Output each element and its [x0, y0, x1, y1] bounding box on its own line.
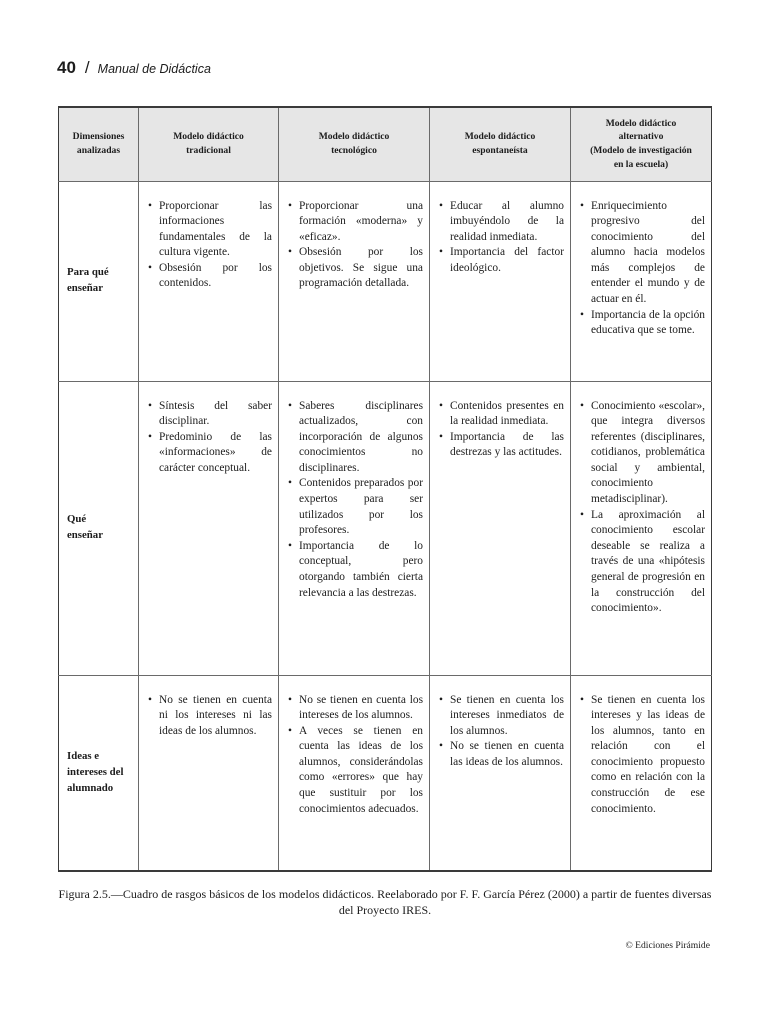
bullet-list [439, 399, 564, 461]
cell-technological [279, 675, 430, 871]
running-head [57, 58, 211, 78]
table-row-ideas-intereses [59, 675, 712, 871]
page-number: 40 [57, 58, 76, 77]
table-row-que-ensenar [59, 381, 712, 675]
table-header-row [59, 107, 712, 181]
bullet-list [288, 199, 423, 293]
list-item: • Obsesión por los objetivos. Se sigue una programación detallada. [288, 245, 423, 292]
list-item: • Enriquecimiento progresivo del conocimiento del alumno hacia modelos más complejos de entender el mundo y de actuar en él. [580, 199, 705, 308]
bullet-list [148, 693, 272, 740]
column-header-alternative: Modelo didáctico alternativo (Modelo de investigación en la escuela) [571, 107, 712, 181]
bullet-list [288, 399, 423, 602]
list-item: • Importancia de las destrezas y las actitudes. [439, 430, 564, 461]
list-item: • Se tienen en cuenta los intereses y las ideas de los alumnos, tanto en relación con el conocimiento propuesto como en relación con la construcción de ese conocimiento. [580, 693, 705, 818]
table-row-para-que-ensenar [59, 181, 712, 381]
copyright-notice: © Ediciones Pirámide [625, 940, 710, 951]
cell-spontaneist [430, 675, 571, 871]
column-header-spontaneist: Modelo didáctico espontaneísta [430, 107, 571, 181]
list-item: • Proporcionar una formación «moderna» y «eficaz». [288, 199, 423, 246]
header-separator: / [84, 58, 90, 77]
bullet-list [288, 693, 423, 818]
cell-alternative [571, 181, 712, 381]
didactic-models-table [58, 106, 712, 872]
cell-alternative [571, 381, 712, 675]
row-header: Para qué enseñar [59, 181, 139, 381]
cell-spontaneist [430, 381, 571, 675]
list-item: • Predominio de las «informaciones» de carácter conceptual. [148, 430, 272, 477]
list-item: • Importancia de la opción educativa que se tome. [580, 308, 705, 339]
list-item: • Contenidos presentes en la realidad inmediata. [439, 399, 564, 430]
bullet-list [580, 399, 705, 617]
cell-traditional [139, 181, 279, 381]
cell-traditional [139, 381, 279, 675]
cell-spontaneist [430, 181, 571, 381]
column-header-technological: Modelo didáctico tecnológico [279, 107, 430, 181]
cell-alternative [571, 675, 712, 871]
book-title: Manual de Didáctica [97, 62, 211, 76]
bullet-list [439, 693, 564, 771]
list-item: • La aproximación al conocimiento escolar deseable se realiza a través de una «hipótesis general de progresión en la construcción del conocimiento». [580, 508, 705, 617]
bullet-list [439, 199, 564, 277]
list-item: • A veces se tienen en cuenta las ideas de los alumnos, considerándolas como «errores» que hay que sustituir por los conocimientos adecuados. [288, 724, 423, 818]
column-header-dimensions: Dimensiones analizadas [59, 107, 139, 181]
list-item: • No se tienen en cuenta las ideas de los alumnos. [439, 739, 564, 770]
bullet-list [148, 399, 272, 477]
list-item: • Conocimiento «escolar», que integra diversos referentes (disciplinares, cotidianos, problemática social y ambiental, conocimiento metadisciplinar). [580, 399, 705, 508]
list-item: • Educar al alumno imbuyéndolo de la realidad inmediata. [439, 199, 564, 246]
row-header: Qué enseñar [59, 381, 139, 675]
list-item: • Obsesión por los contenidos. [148, 261, 272, 292]
list-item: • Proporcionar las informaciones fundamentales de la cultura vigente. [148, 199, 272, 261]
column-header-traditional: Modelo didáctico tradicional [139, 107, 279, 181]
list-item: • Se tienen en cuenta los intereses inmediatos de los alumnos. [439, 693, 564, 740]
list-item: • Contenidos preparados por expertos para ser utilizados por los profesores. [288, 476, 423, 538]
list-item: • Síntesis del saber disciplinar. [148, 399, 272, 430]
cell-traditional [139, 675, 279, 871]
list-item: • Saberes disciplinares actualizados, con incorporación de algunos conocimientos no disciplinares. [288, 399, 423, 477]
figure-caption: Figura 2.5.—Cuadro de rasgos básicos de los modelos didácticos. Reelaborado por F. F. García Pérez (2000) a partir de fuentes diversas del Proyecto IRES. [58, 887, 712, 917]
list-item: • Importancia de lo conceptual, pero otorgando también cierta relevancia a las destrezas. [288, 539, 423, 601]
list-item: • No se tienen en cuenta ni los intereses ni las ideas de los alumnos. [148, 693, 272, 740]
bullet-list [148, 199, 272, 293]
row-header: Ideas e intereses del alumnado [59, 675, 139, 871]
cell-technological [279, 181, 430, 381]
list-item: • No se tienen en cuenta los intereses de los alumnos. [288, 693, 423, 724]
cell-technological [279, 381, 430, 675]
list-item: • Importancia del factor ideológico. [439, 245, 564, 276]
bullet-list [580, 199, 705, 339]
bullet-list [580, 693, 705, 818]
